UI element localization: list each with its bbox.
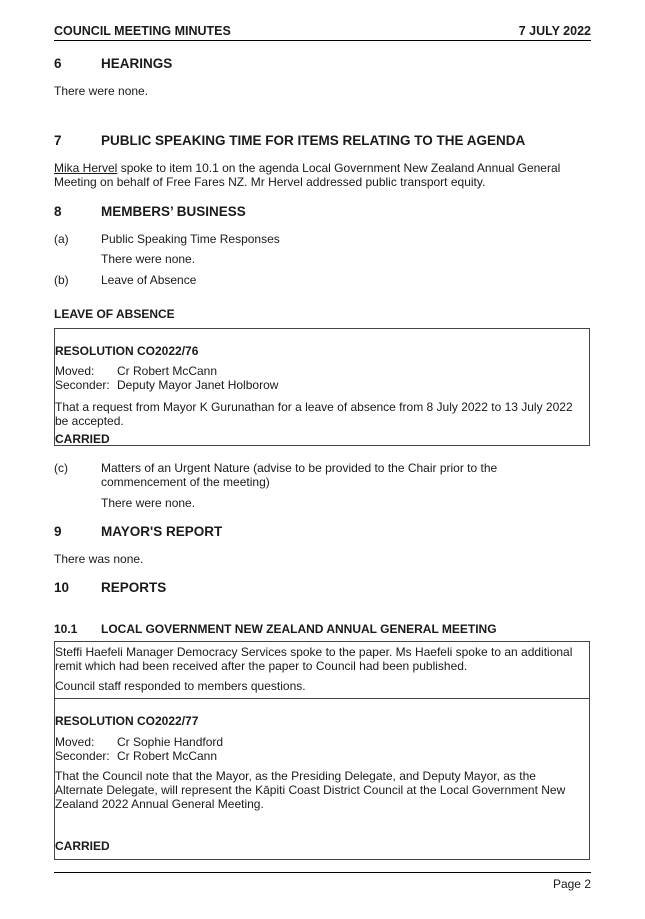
resolution-line-1: That the Council note that the Mayor, as the Presiding Delegate, and Deputy Mayor, as the	[55, 769, 536, 783]
header-title: COUNCIL MEETING MINUTES	[54, 24, 231, 38]
seconder-label: Seconder:	[55, 749, 110, 763]
item-text: Public Speaking Time Responses	[101, 232, 280, 246]
moved-label: Moved:	[55, 364, 95, 378]
section-number: 8	[54, 204, 62, 219]
item-label: (b)	[54, 273, 69, 287]
moved-value: Cr Robert McCann	[117, 364, 218, 378]
section-7-line-2: Meeting on behalf of Free Fares NZ. Mr Hervel addressed public transport equity.	[54, 175, 486, 189]
resolution-line-2: Alternate Delegate, will represent the Kāpiti Coast District Council at the Local Government New	[55, 783, 566, 797]
speaker-name: Mika Hervel	[54, 161, 118, 175]
section-title: MEMBERS’ BUSINESS	[101, 204, 246, 219]
resolution-line-2: be accepted.	[55, 414, 124, 428]
section-number: 7	[54, 133, 62, 148]
item-a-note: There were none.	[101, 252, 196, 266]
seconder-label: Seconder:	[55, 378, 110, 392]
resolution-outcome: CARRIED	[55, 839, 110, 853]
leave-of-absence-heading: LEAVE OF ABSENCE	[54, 307, 175, 321]
item-c-line-2: commencement of the meeting)	[101, 475, 270, 489]
header-date: 7 JULY 2022	[518, 24, 591, 38]
section-9-text: There was none.	[54, 552, 144, 566]
section-title: REPORTS	[101, 580, 167, 595]
notes-line-1: Steffi Haefeli Manager Democracy Services spoke to the paper. Ms Haefeli spoke to an additional	[55, 645, 573, 659]
section-7-line-1: spoke to item 10.1 on the agenda Local Government New Zealand Annual General	[117, 161, 561, 175]
section-number: 6	[54, 56, 62, 71]
page-number: Page 2	[552, 877, 591, 891]
resolution-box-77	[54, 698, 590, 860]
resolution-text	[55, 400, 589, 428]
moved-label: Moved:	[55, 735, 95, 749]
item-c-line-1: Matters of an Urgent Nature (advise to be provided to the Chair prior to the	[101, 461, 498, 475]
resolution-line-1: That a request from Mayor K Gurunathan for a leave of absence from 8 July 2022 to 13 July 2022	[55, 400, 573, 414]
item-number: 10.1	[54, 622, 78, 636]
notes-line-2: remit which had been received after the paper to Council had been published.	[55, 659, 468, 673]
section-title: MAYOR'S REPORT	[101, 524, 223, 539]
seconder-value: Deputy Mayor Janet Holborow	[117, 378, 279, 392]
notes-text	[55, 645, 589, 673]
footer-divider	[54, 872, 591, 873]
resolution-text	[55, 769, 589, 811]
notes-line-3: Council staff responded to members questions.	[55, 679, 306, 693]
resolution-heading: RESOLUTION CO2022/76	[55, 344, 199, 358]
moved-value: Cr Sophie Handford	[117, 735, 224, 749]
section-7-text	[54, 161, 594, 189]
resolution-outcome: CARRIED	[55, 432, 110, 446]
item-label: (c)	[54, 461, 68, 475]
seconder-value: Cr Robert McCann	[117, 749, 218, 763]
section-number: 10	[54, 580, 70, 595]
item-c-note: There were none.	[101, 496, 196, 510]
item-label: (a)	[54, 232, 69, 246]
section-title: PUBLIC SPEAKING TIME FOR ITEMS RELATING TO THE AGENDA	[101, 133, 526, 148]
page-header	[54, 24, 591, 41]
resolution-heading: RESOLUTION CO2022/77	[55, 714, 199, 728]
section-number: 9	[54, 524, 62, 539]
section-6-text: There were none.	[54, 84, 149, 98]
item-10-1-notes-box	[54, 641, 590, 699]
item-text	[101, 461, 591, 489]
resolution-box-76	[54, 328, 590, 446]
item-text: Leave of Absence	[101, 273, 197, 287]
item-title: LOCAL GOVERNMENT NEW ZEALAND ANNUAL GENERAL MEETING	[101, 622, 497, 636]
resolution-line-3: Zealand 2022 Annual General Meeting.	[55, 797, 264, 811]
section-title: HEARINGS	[101, 56, 173, 71]
